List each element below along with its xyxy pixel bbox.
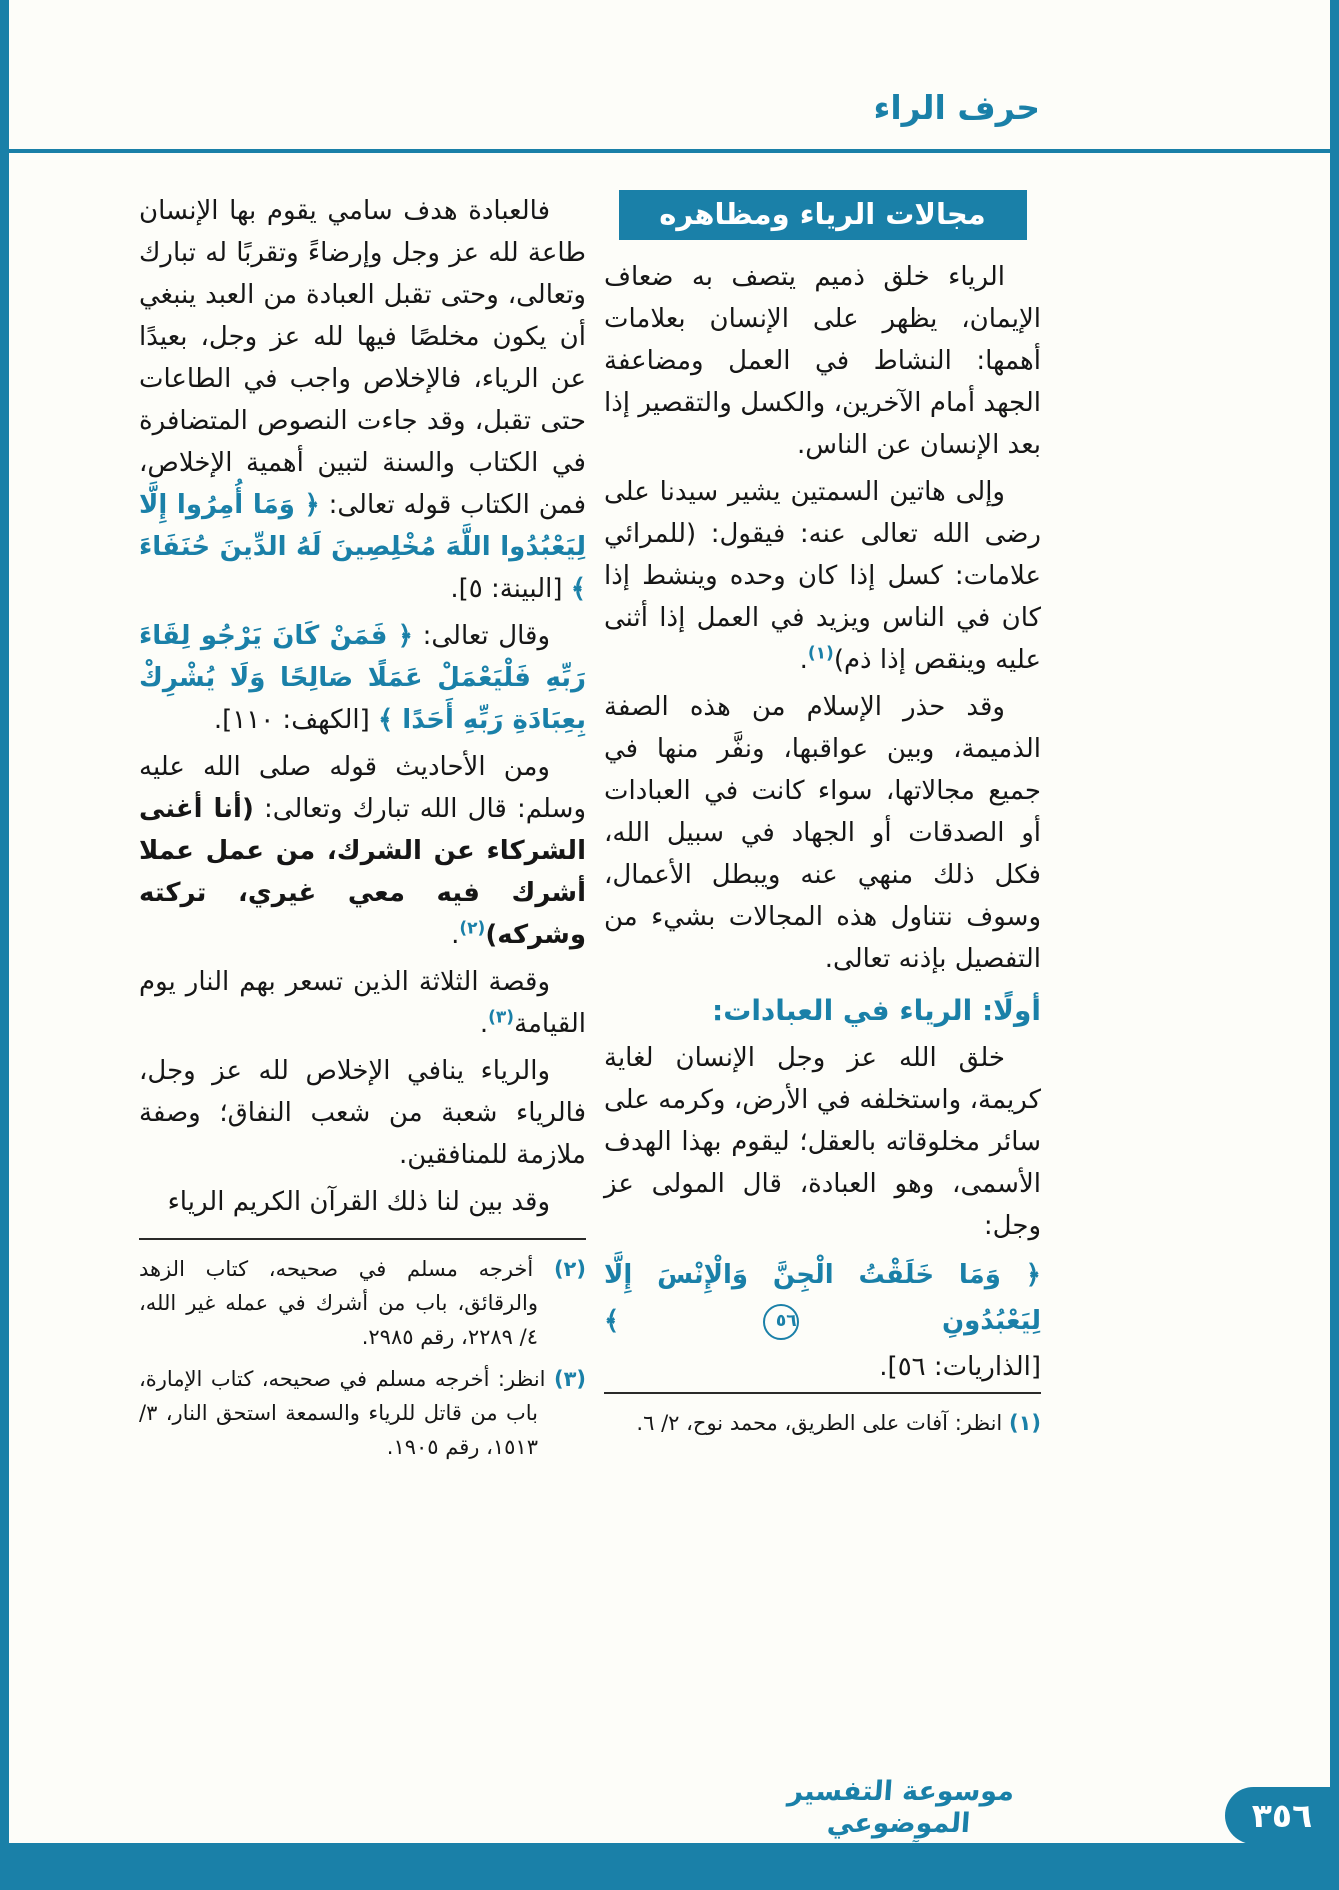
paragraph-text: وقصة الثلاثة الذين تسعر بهم النار يوم القيامة <box>139 967 586 1039</box>
footnote-marker: (٣) <box>488 1007 515 1028</box>
column-left <box>139 190 586 1228</box>
verse-reference: [الذاريات: ٥٦]. <box>879 1352 1041 1382</box>
paragraph: وقد حذر الإسلام من هذه الصفة الذميمة، وبين عواقبها، ونفَّر منها في جميع مجالاتها، سواء كانت في العبادات أو الصدقات أو الجهاد في سبيل الله، فكل ذلك منهي عنه ويبطل الأعمال، وسوف نتناول هذه المجالات بشيء من التفصيل بإذنه تعالى. <box>604 692 1041 974</box>
footnote-text: انظر: آفات على الطريق، محمد نوح، ٢/ ٦. <box>636 1411 1003 1435</box>
hadith-text: (أنا أغنى الشركاء عن الشرك، من عمل عملا أشرك فيه معي غيري، تركته وشركه) <box>139 794 586 950</box>
paragraph <box>139 615 586 741</box>
footnote-divider <box>604 1392 1041 1394</box>
publisher-logo-title: موسوعة التفسير الموضوعي <box>786 1776 1016 1839</box>
footnote-marker: (٢) <box>459 918 486 939</box>
ayah-number-ornament: ٥٦ <box>763 1304 799 1340</box>
paragraph: خلق الله عز وجل الإنسان لغاية كريمة، واستخلفه في الأرض، وكرمه على سائر مخلوقاته بالعقل؛ ليقوم بهذا الهدف الأسمى، وهو العبادة، قال المولى عز وجل: <box>604 1043 1041 1241</box>
paragraph <box>139 961 586 1045</box>
paragraph-text: فالعبادة هدف سامي يقوم بها الإنسان طاعة لله عز وجل وإرضاءً وتقربًا له تبارك وتعالى، وحتى تقبل العبادة من العبد ينبغي أن يكون مخلصًا فيها لله عز وجل، بعيدًا عن الرياء، فالإخلاص واجب في الطاعات حتى تقبل، وقد جاءت النصوص المتضافرة في الكتاب والسنة لتبين أهمية الإخلاص، فمن الكتاب قوله تعالى: <box>139 196 586 520</box>
footnote-text: أخرجه مسلم في صحيحه، كتاب الزهد والرقائق، باب من أشرك في عمله غير الله، ٤/ ٢٢٨٩، رقم ٢٩٨٥. <box>139 1257 538 1349</box>
verse-reference: [الكهف: ١١٠]. <box>213 705 370 735</box>
verse-close-ornament: ﴾ <box>604 1306 620 1336</box>
quran-verse <box>604 1252 1041 1344</box>
quran-verse: ﴿ وَمَا أُمِرُوا إِلَّا لِيَعْبُدُوا اللَّهَ مُخْلِصِينَ لَهُ الدِّينَ حُنَفَاءَ ﴾ <box>139 490 586 604</box>
footnote-text: انظر: أخرجه مسلم في صحيحه، كتاب الإمارة، باب من قاتل للرياء والسمعة استحق النار، ٣/ ١٥١٣، رقم ١٩٠٥. <box>139 1367 546 1459</box>
section-title-box: مجالات الرياء ومظاهره <box>619 190 1027 240</box>
footnote <box>139 1362 586 1464</box>
column-right <box>604 190 1041 1388</box>
page-edge-strip-right <box>1330 0 1339 1890</box>
paragraph: والرياء ينافي الإخلاص لله عز وجل، فالرياء شعبة من شعب النفاق؛ وصفة ملازمة للمنافقين. <box>139 1056 586 1170</box>
footnote <box>139 1252 586 1354</box>
footnote-number: (٣) <box>553 1367 586 1391</box>
paragraph-text: وإلى هاتين السمتين يشير سيدنا على رضى الله تعالى عنه: فيقول: (للمرائي علامات: كسل إذا كان وحده وينشط إذا كان في الناس ويزيد في العمل إذا أثنى عليه وينقص إذا ذم) <box>604 477 1041 675</box>
footnote <box>604 1406 1041 1440</box>
subheading: أولًا: الرياء في العبادات: <box>712 994 1041 1027</box>
paragraph-text: . <box>479 1009 489 1039</box>
footnote-marker: (١) <box>807 643 834 664</box>
footnote-number: (٢) <box>553 1257 586 1281</box>
paragraph-text: . <box>451 920 460 950</box>
paragraph <box>139 746 586 956</box>
quran-verse: ﴿ فَمَنْ كَانَ يَرْجُو لِقَاءَ رَبِّهِ فَلْيَعْمَلْ عَمَلًا صَالِحًا وَلَا يُشْرِكْ بِعِبَادَةِ رَبِّهِ أَحَدًا ﴾ <box>139 621 586 735</box>
paragraph <box>604 471 1041 681</box>
footnotes-right <box>604 1392 1041 1448</box>
verse-reference: [البينة: ٥]. <box>450 574 563 604</box>
footer-band <box>0 1843 1339 1890</box>
paragraph: وقد بين لنا ذلك القرآن الكريم الرياء <box>167 1187 550 1217</box>
page-number-badge <box>1225 1787 1339 1844</box>
paragraph: الرياء خلق ذميم يتصف به ضعاف الإيمان، يظهر على الإنسان بعلامات أهمها: النشاط في العمل ومضاعفة الجهد أمام الآخرين، والكسل والتقصير إذا بعد الإنسان عن الناس. <box>604 262 1041 460</box>
page-number: ٣٥٦ <box>1251 1796 1313 1835</box>
header-rule <box>0 149 1339 153</box>
footnote-divider <box>139 1238 586 1240</box>
footnote-number: (١) <box>1008 1411 1041 1435</box>
verse-text: ﴿ وَمَا خَلَقْتُ الْجِنَّ وَالْإِنْسَ إِلَّا لِيَعْبُدُونِ <box>604 1260 1041 1336</box>
paragraph-text: . <box>799 645 808 675</box>
paragraph-text: وقال تعالى: <box>422 621 550 651</box>
footnotes-left <box>139 1238 586 1472</box>
page-edge-strip-left <box>0 0 9 1890</box>
paragraph <box>139 190 586 610</box>
paragraph-text: ومن الأحاديث قوله صلى الله عليه وسلم: قال الله تبارك وتعالى: <box>139 752 586 824</box>
running-head: حرف الراء <box>873 88 1040 127</box>
